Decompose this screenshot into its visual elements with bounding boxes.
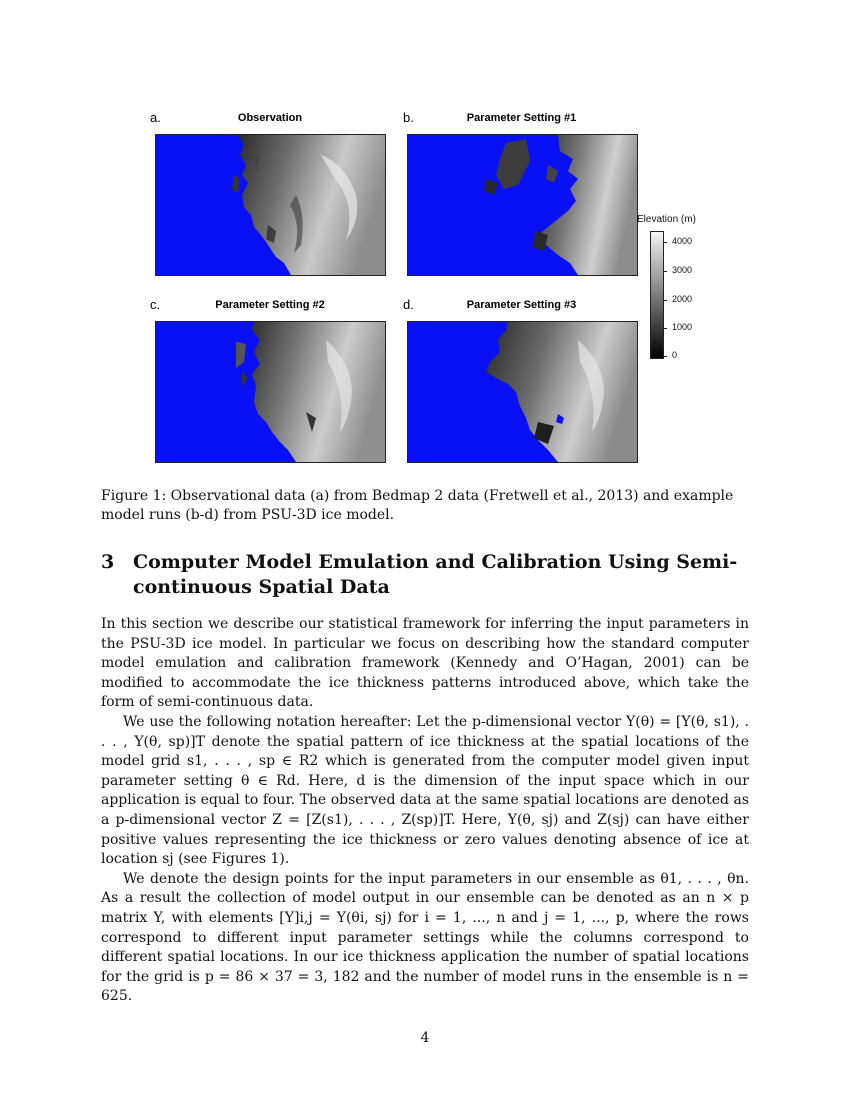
page-number: 4 [420, 1030, 430, 1046]
panel-a-title: Observation [237, 112, 303, 124]
colorbar-tick-1000: 1000 [672, 322, 693, 332]
body-text [101, 615, 749, 1007]
section-number: 3 [101, 551, 115, 573]
figure-caption: Figure 1: Observational data (a) from Bedmap 2 data (Fretwell et al., 2013) and example model runs (b-d) from PSU-3D ice model. [101, 488, 734, 523]
panel-d-title: Parameter Setting #3 [466, 299, 577, 311]
panel-c-title: Parameter Setting #2 [215, 299, 325, 311]
panel-d-letter: d. [403, 297, 414, 312]
colorbar-title: Elevation (m) [637, 214, 696, 225]
colorbar-tick-0: 0 [672, 350, 678, 360]
panel-c-letter: c. [150, 297, 161, 312]
map-parameter-setting-2 [155, 321, 386, 463]
map-observation [155, 134, 386, 276]
paragraph-2: We use the following notation hereafter: Let the p-dimensional vector Y(θ) = [Y(θ, s1), . . . , Y(θ, sp)]T denote the spatial pattern of ice thickness at the spatial locations of the model grid s1, . . . , sp ∈ R2 which is generated from the computer model given input parameter setting θ ∈ Rd. Here, d is the dimension of the input space which in our application is equal to four. The observed data at the same spatial locations are denoted as a p-dimensional vector Z = [Z(s1), . . . , Z(sp)]T. Here, Y(θ, sj) and Z(sj) can have either positive values representing the ice thickness or zero values denoting absence of ice at location sj (see Figures 1). [101, 713, 749, 868]
map-parameter-setting-3 [407, 321, 638, 463]
paragraph-3: We denote the design points for the input parameters in our ensemble as θ1, . . . , θn. As a result the collection of model output in our ensemble can be denoted as an n × p matrix Y, with elements [Y]i,j = Y(θi, sj) for i = 1, ..., n and j = 1, ..., p, where the rows correspond to different input parameter settings while the columns correspond to different spatial locations. In our ice thickness application the number of spatial locations for the grid is p = 86 × 37 = 3, 182 and the number of model runs in the ensemble is n = 625. [101, 870, 749, 1005]
panel-a-letter: a. [150, 110, 161, 125]
panel-b-letter: b. [403, 110, 414, 125]
colorbar-tick-4000: 4000 [672, 236, 693, 246]
colorbar-tick-3000: 3000 [672, 265, 693, 275]
map-parameter-setting-3-image [408, 322, 637, 462]
panel-b-title: Parameter Setting #1 [466, 112, 577, 124]
colorbar-tick-2000: 2000 [672, 294, 693, 304]
map-parameter-setting-1-image [408, 135, 637, 275]
paragraph-1: In this section we describe our statistical framework for inferring the input parameters in the PSU-3D ice model. In particular we focus on describing how the standard computer model emulation and calibration framework (Kennedy and O’Hagan, 2001) can be modified to accommodate the ice thickness patterns introduced above, which take the form of semi-continuous data. [101, 616, 749, 711]
map-observation-image [156, 135, 385, 275]
map-parameter-setting-1 [407, 134, 638, 276]
section-title: Computer Model Emulation and Calibration Using Semi-continuous Spatial Data [133, 551, 738, 598]
map-parameter-setting-2-image [156, 322, 385, 462]
colorbar [650, 231, 664, 359]
